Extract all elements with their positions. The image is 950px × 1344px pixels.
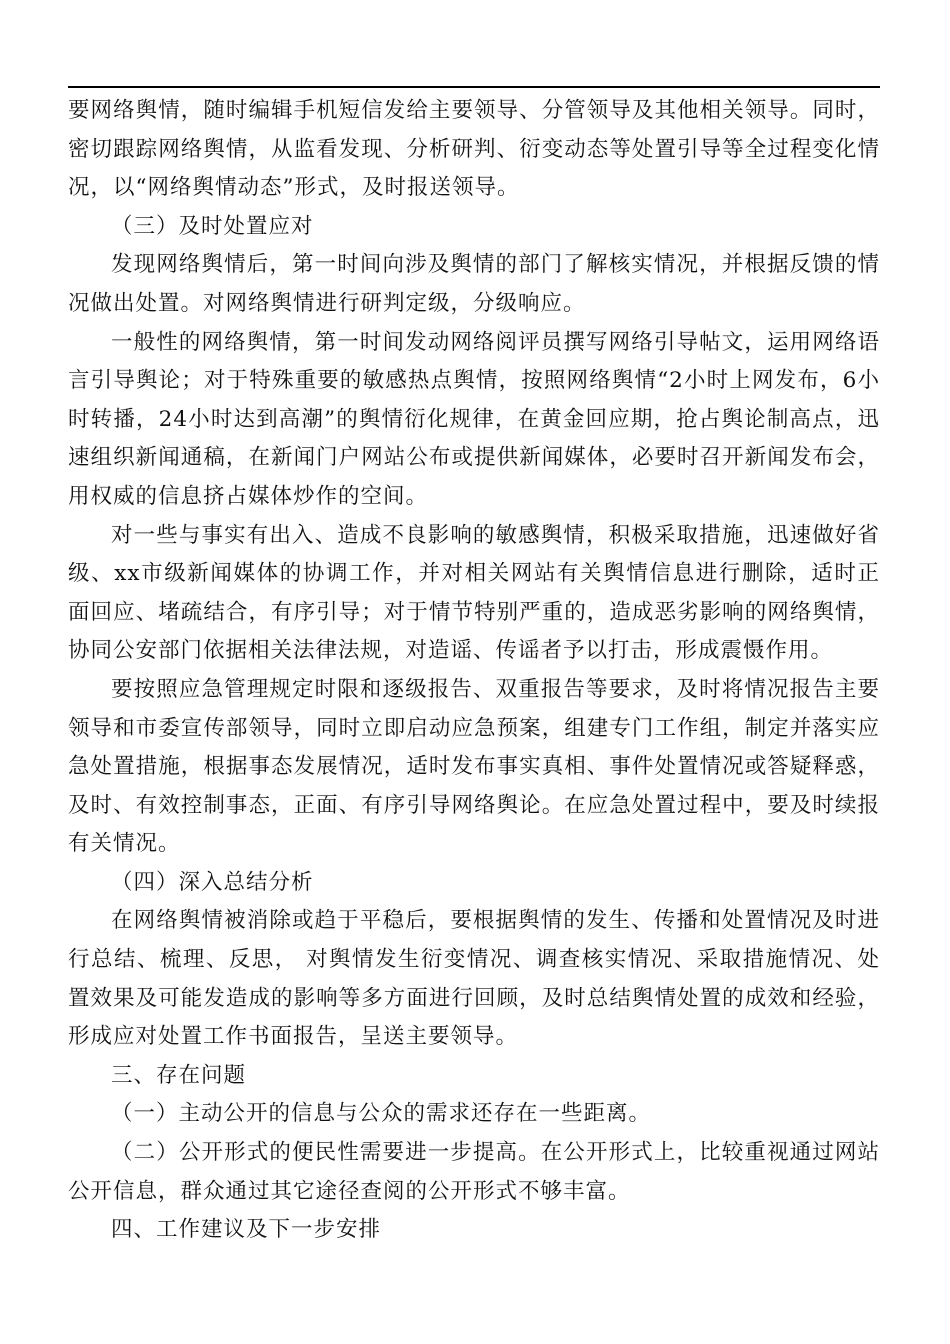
paragraph: 在网络舆情被消除或趋于平稳后，要根据舆情的发生、传播和处置情况及时进行总结、梳理、反思， 对舆情发生衍变情况、调查核实情况、采取措施情况、处置效果及可能发造成的影响等多方面进行回顾，及时总结舆情处置的成效和经验，形成应对处置工作书面报告，呈送主要领导。 [68,908,880,1050]
section-heading-3: （三）及时处置应对 [111,213,314,239]
paragraph: 要按照应急管理规定时限和逐级报告、双重报告等要求，及时将情况报告主要领导和市委宣传部领导，同时立即启动应急预案，组建专门工作组，制定并落实应急处置措施，根据事态发展情况，适时发布事实真相、事件处置情况或答疑释惑，及时、有效控制事态，正面、有序引导网络舆论。在应急处置过程中，要及时续报有关情况。 [68,676,880,857]
section-heading-4: （四）深入总结分析 [111,869,314,895]
chapter-heading-problems: 三、存在问题 [111,1062,247,1088]
problem-item-1: （一）主动公开的信息与公众的需求还存在一些距离。 [111,1101,652,1127]
paragraph-continuation: 要网络舆情，随时编辑手机短信发给主要领导、分管领导及其他相关领导。同时，密切跟踪网络舆情，从监看发现、分析研判、衍变动态等处置引导等全过程变化情况，以“网络舆情动态”形式，及时报送领导。 [68,98,880,201]
paragraph: 发现网络舆情后，第一时间向涉及舆情的部门了解核实情况，并根据反馈的情况做出处置。对网络舆情进行研判定级，分级响应。 [68,252,880,316]
document-body [68,92,880,1250]
chapter-heading-suggestions: 四、工作建议及下一步安排 [111,1217,382,1243]
problem-item-2: （二）公开形式的便民性需要进一步提高。在公开形式上，比较重视通过网站公开信息，群众通过其它途径查阅的公开形式不够丰富。 [68,1140,880,1204]
paragraph: 对一些与事实有出入、造成不良影响的敏感舆情，积极采取措施，迅速做好省级、xx市级新闻媒体的协调工作，并对相关网站有关舆情信息进行删除，适时正面回应、堵疏结合，有序引导；对于情节特别严重的，造成恶劣影响的网络舆情，协同公安部门依据相关法律法规，对造谣、传谣者予以打击，形成震慑作用。 [68,522,880,664]
header-rule [68,86,880,88]
paragraph: 一般性的网络舆情，第一时间发动网络阅评员撰写网络引导帖文，运用网络语言引导舆论；对于特殊重要的敏感热点舆情，按照网络舆情“2小时上网发布，6小时转播，24小时达到高潮”的舆情衍化规律，在黄金回应期，抢占舆论制高点，迅速组织新闻通稿，在新闻门户网站公布或提供新闻媒体，必要时召开新闻发布会，用权威的信息挤占媒体炒作的空间。 [68,329,880,509]
